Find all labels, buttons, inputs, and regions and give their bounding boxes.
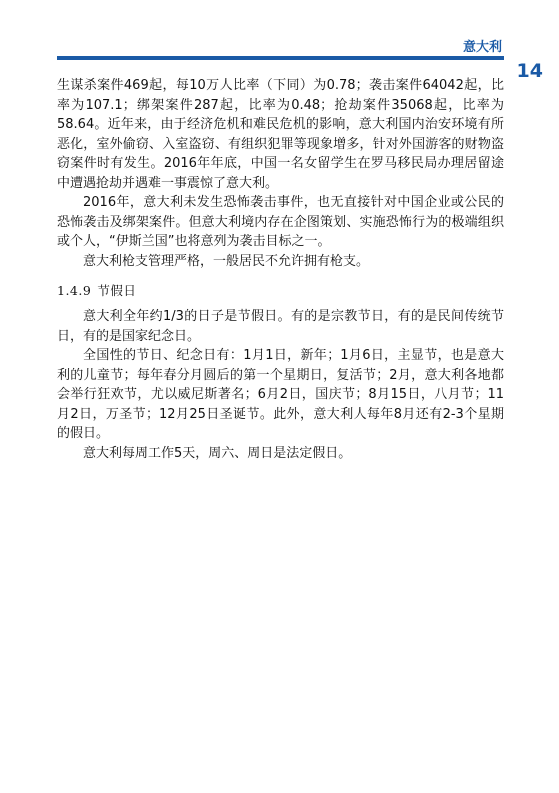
header-rule <box>57 56 504 60</box>
page-number: 14 <box>516 60 543 82</box>
paragraph-national-holidays: 全国性的节日、纪念日有：1月1日，新年；1月6日，主显节，也是意大利的儿童节；每年春分月圆后的第一个星期日，复活节；2月，意大利各地都会举行狂欢节，尤以威尼斯著名；6月2日，国庆节；8月15日，八月节；11月2日，万圣节；12月25日圣诞节。此外，意大利人每年8月还有2-3个星期的假日。 <box>57 348 504 441</box>
section-heading <box>57 281 504 301</box>
paragraph-gun-control: 意大利枪支管理严格，一般居民不允许拥有枪支。 <box>83 253 370 269</box>
paragraph-terrorism: 2016年，意大利未发生恐怖袭击事件，也无直接针对中国企业或公民的恐怖袭击及绑架案件。但意大利境内存在企图策划、实施恐怖行为的极端组织或个人，“伊斯兰国”也将意列为袭击目标之一。 <box>57 195 504 249</box>
page-body <box>57 76 504 463</box>
running-header-country: 意大利 <box>462 40 502 55</box>
paragraph-crime-statistics: 生谋杀案件469起，每10万人比率（下同）为0.78；袭击案件64042起，比率为107.1；绑架案件287起，比率为0.48；抢劫案件35068起，比率为58.64。近年来，由于经济危机和难民危机的影响，意大利国内治安环境有所恶化，室外偷窃、入室盗窃、有组织犯罪等现象增多，针对外国游客的财物盗窃案件时有发生。2016年年底，中国一名女留学生在罗马移民局办理居留途中遭遇抢劫并遇难一事震惊了意大利。 <box>57 78 504 191</box>
section-number: 1.4.9 <box>57 283 92 298</box>
paragraph-work-week: 意大利每周工作5天，周六、周日是法定假日。 <box>83 445 352 461</box>
section-title: 节假日 <box>97 283 137 298</box>
paragraph-holidays-intro: 意大利全年约1/3的日子是节假日。有的是宗教节日，有的是民间传统节日，有的是国家纪念日。 <box>57 309 504 344</box>
